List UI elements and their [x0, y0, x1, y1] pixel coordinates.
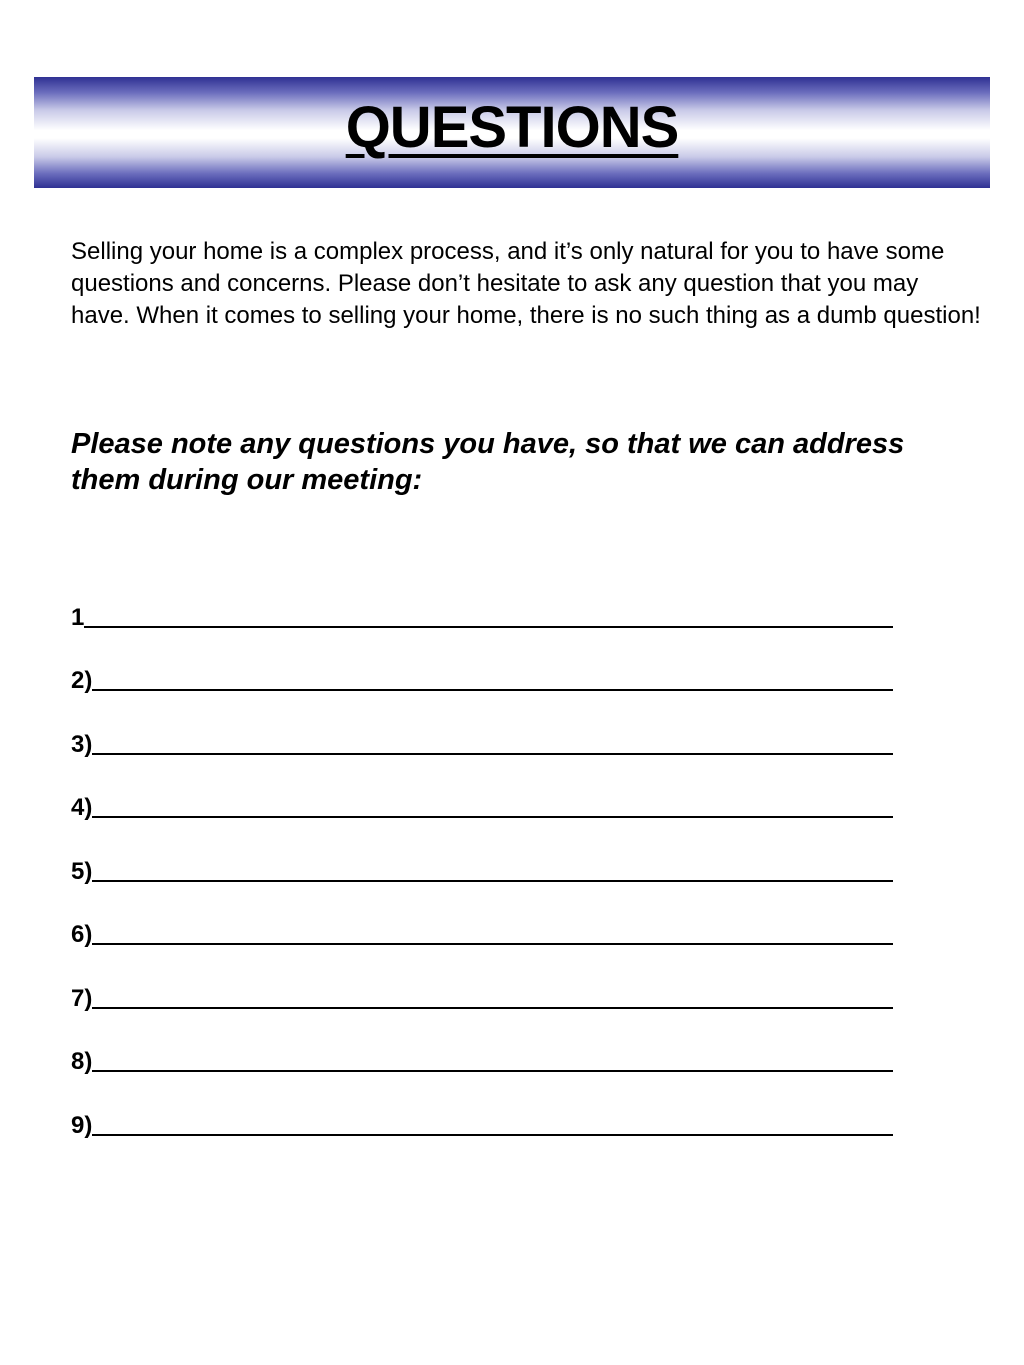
- question-number: 2): [71, 667, 93, 694]
- question-number: 1: [71, 603, 85, 631]
- answer-blank[interactable]: [92, 665, 893, 691]
- question-line-2[interactable]: [71, 632, 901, 696]
- page-title: QUESTIONS: [345, 95, 679, 160]
- question-number: 5): [71, 857, 93, 885]
- question-number: 6): [71, 921, 93, 948]
- question-line-7[interactable]: [71, 949, 901, 1013]
- answer-blank[interactable]: [92, 1110, 893, 1136]
- answer-blank[interactable]: [92, 983, 893, 1009]
- question-line-8[interactable]: [71, 1013, 901, 1077]
- question-line-1[interactable]: [71, 568, 901, 632]
- question-line-3[interactable]: [71, 695, 901, 759]
- answer-blank[interactable]: [84, 602, 893, 628]
- question-number: 9): [71, 1111, 93, 1139]
- header-band: [34, 77, 990, 188]
- question-line-5[interactable]: [71, 822, 901, 886]
- questions-prompt: Please note any questions you have, so that we can address them during our meeting:: [71, 428, 905, 496]
- question-list: [71, 568, 901, 1140]
- answer-blank[interactable]: [92, 919, 893, 945]
- question-line-4[interactable]: [71, 759, 901, 823]
- answer-blank[interactable]: [92, 856, 893, 882]
- question-number: 3): [71, 730, 93, 758]
- question-number: 8): [71, 1048, 93, 1075]
- question-number: 7): [71, 984, 93, 1012]
- answer-blank[interactable]: [92, 729, 893, 755]
- answer-blank[interactable]: [92, 792, 893, 818]
- intro-paragraph: Selling your home is a complex process, and it’s only natural for you to have some questions and concerns. Please don’t hesitate to ask any question that you may have. When it comes to selling your home, there is no such thing as a dumb question!: [71, 238, 981, 329]
- answer-blank[interactable]: [92, 1046, 893, 1072]
- question-line-9[interactable]: [71, 1076, 901, 1140]
- question-line-6[interactable]: [71, 886, 901, 950]
- question-number: 4): [71, 794, 93, 821]
